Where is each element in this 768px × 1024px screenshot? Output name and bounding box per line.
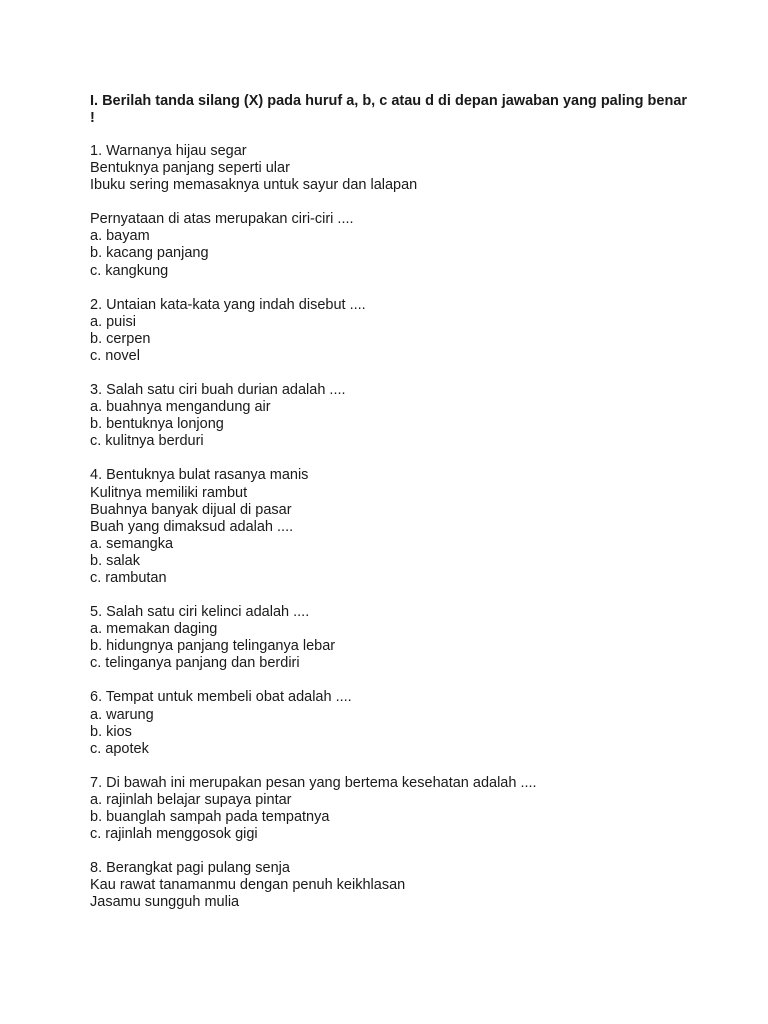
question-3: [90, 382, 690, 450]
answer-option-a: a. warung: [90, 706, 154, 723]
question-text: 1. Warnanya hijau segar: [90, 143, 247, 159]
answer-option-b: b. buanglah sampah pada tempatnya: [90, 809, 330, 825]
answer-option-b: b. hidungnya panjang telinganya lebar: [90, 638, 336, 655]
answer-option-b: b. bentuknya lonjong: [90, 416, 224, 433]
answer-option-a: a. memakan daging: [90, 621, 218, 638]
answer-option-b: b. kios: [90, 723, 132, 740]
question-1: [90, 143, 690, 280]
answer-option-c: c. kulitnya berduri: [90, 433, 204, 450]
question-text: 2. Untaian kata-kata yang indah disebut ....: [90, 296, 366, 313]
line-gap: [90, 194, 690, 211]
answer-option-c: c. rambutan: [90, 569, 167, 586]
question-5: [90, 604, 690, 672]
question-7: [90, 775, 690, 843]
answer-option-c: c. telinganya panjang dan berdiri: [90, 655, 300, 672]
question-line: Jasamu sungguh mulia: [90, 894, 240, 911]
answer-option-a: a. rajinlah belajar supaya pintar: [90, 791, 292, 808]
answer-option-b: b. kacang panjang: [90, 245, 209, 262]
question-line: Bentuknya panjang seperti ular: [90, 160, 290, 177]
question-list: [90, 143, 690, 911]
answer-option-c: c. apotek: [90, 740, 149, 757]
question-text: 5. Salah satu ciri kelinci adalah ....: [90, 604, 310, 621]
answer-option-a: a. bayam: [90, 228, 150, 245]
question-line: Ibuku sering memasaknya untuk sayur dan lalapan: [90, 177, 418, 194]
answer-option-a: a. buahnya mengandung air: [90, 399, 271, 416]
question-text: 4. Bentuknya bulat rasanya manis: [90, 467, 309, 484]
question-2: [90, 297, 690, 365]
question-line: Buahnya banyak dijual di pasar: [90, 501, 292, 518]
instruction-heading: I. Berilah tanda silang (X) pada huruf a, b, c atau d di depan jawaban yang paling benar !: [90, 93, 688, 126]
answer-option-c: c. novel: [90, 347, 140, 364]
question-line: Kau rawat tanamanmu dengan penuh keikhlasan: [90, 877, 406, 894]
question-line: Kulitnya memiliki rambut: [90, 484, 248, 501]
answer-option-c: c. rajinlah menggosok gigi: [90, 826, 258, 843]
question-text: 3. Salah satu ciri buah durian adalah ....: [90, 382, 346, 399]
answer-option-c: c. kangkung: [90, 262, 169, 279]
question-line: Buah yang dimaksud adalah ....: [90, 518, 294, 535]
question-text: 7. Di bawah ini merupakan pesan yang bertema kesehatan adalah ....: [90, 774, 537, 791]
question-8: [90, 860, 690, 911]
answer-option-b: b. salak: [90, 552, 140, 569]
answer-option-b: b. cerpen: [90, 330, 151, 347]
answer-option-a: a. puisi: [90, 313, 136, 330]
question-6: [90, 689, 690, 757]
answer-option-a: a. semangka: [90, 535, 174, 552]
question-text: 6. Tempat untuk membeli obat adalah ....: [90, 689, 352, 706]
question-prompt: Pernyataan di atas merupakan ciri-ciri ....: [90, 211, 354, 228]
question-text: 8. Berangkat pagi pulang senja: [90, 860, 290, 877]
document-page: [90, 93, 690, 928]
question-4: [90, 467, 690, 587]
